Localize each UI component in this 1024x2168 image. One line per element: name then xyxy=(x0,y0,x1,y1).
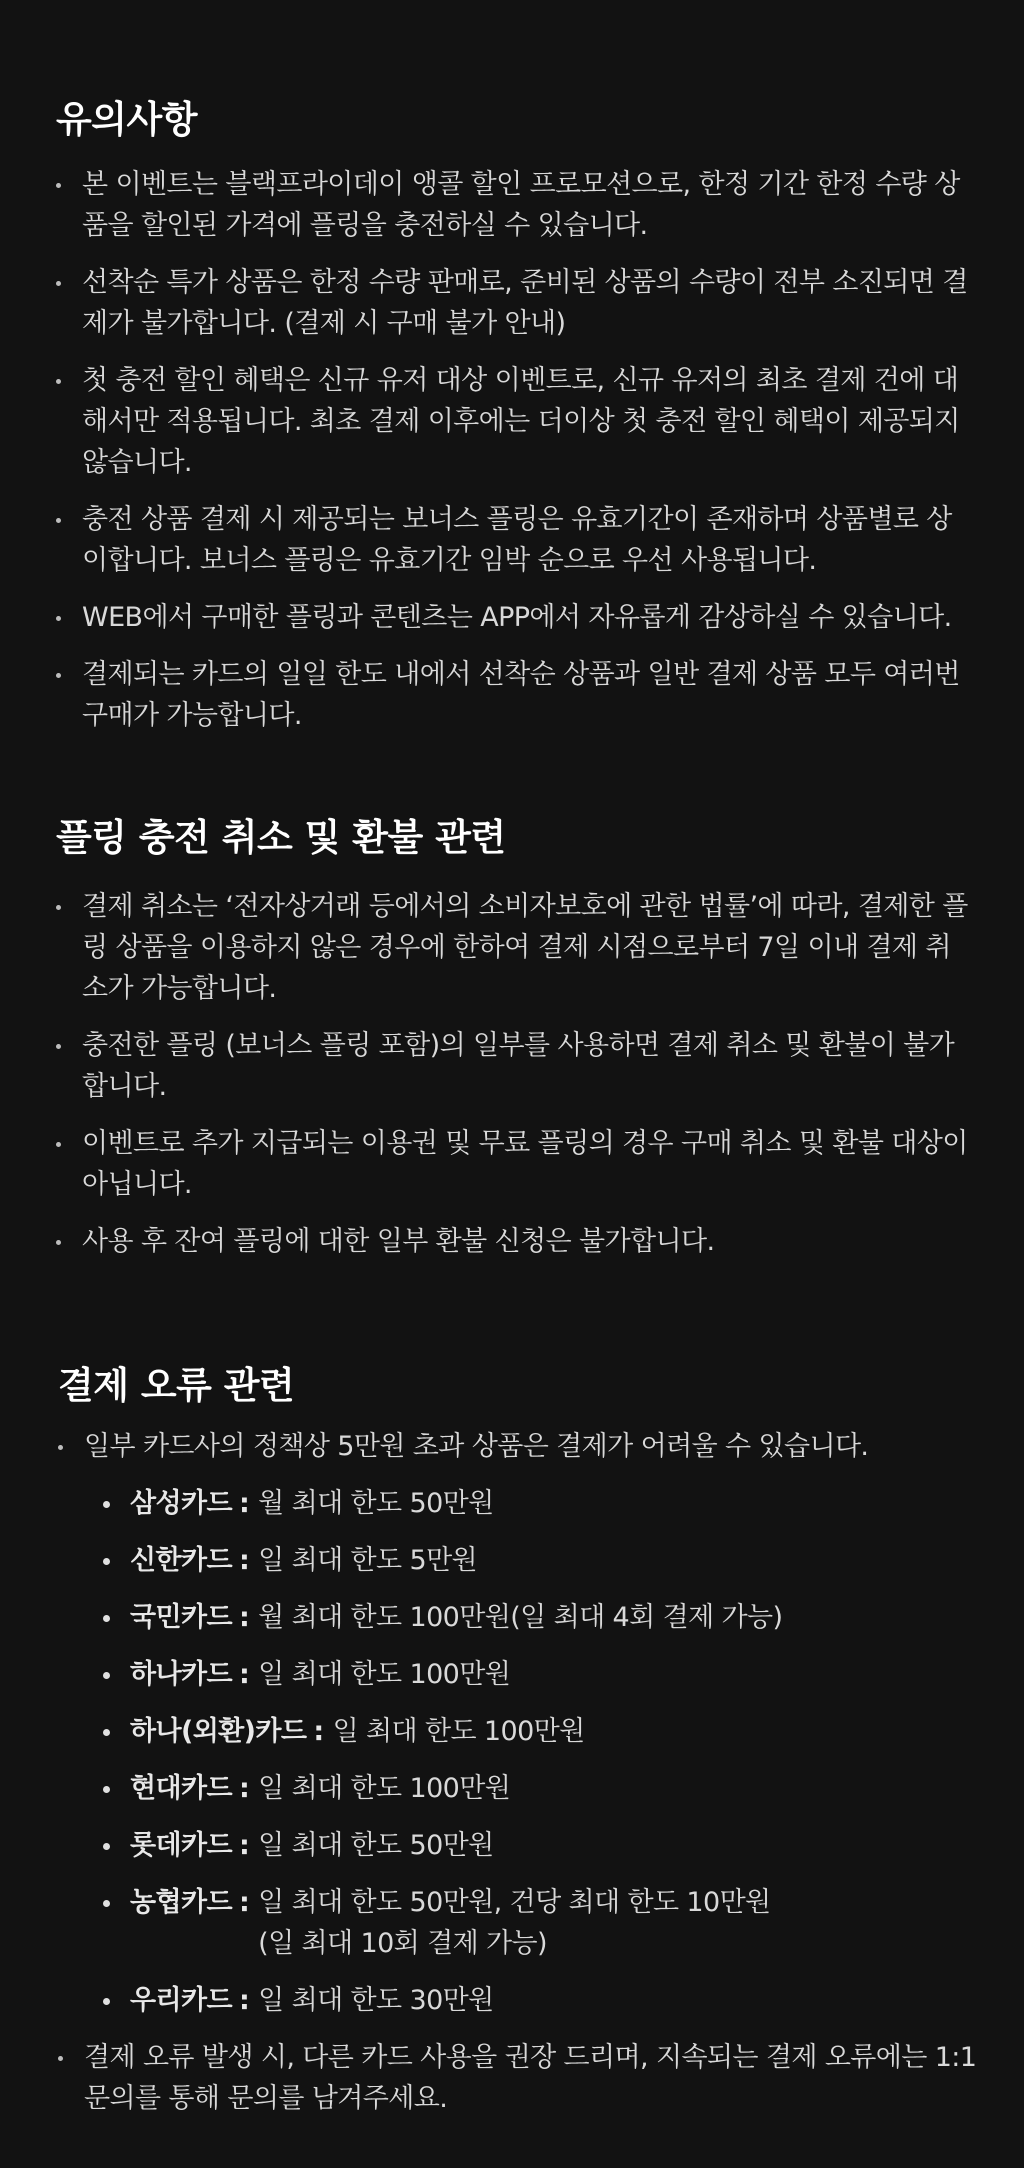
card-limit: 일 최대 한도 100만원 xyxy=(332,1716,585,1747)
card-limit-item-samsung xyxy=(58,1483,978,1524)
card-name: 현대카드 xyxy=(130,1773,232,1804)
card-limit-note: (일 최대 10회 결제 가능) xyxy=(258,1928,547,1959)
card-separator: : xyxy=(313,1716,324,1747)
notice-item: 충전 상품 결제 시 제공되는 보너스 플링은 유효기간이 존재하며 상품별로 상이합니다. 보너스 플링은 유효기간 임박 순으로 우선 사용됩니다. xyxy=(56,499,976,581)
card-name: 롯데카드 xyxy=(130,1830,232,1861)
card-name: 우리카드 xyxy=(130,1985,232,2016)
refund-title: 플링 충전 취소 및 환불 관련 xyxy=(56,816,506,859)
notice-item: WEB에서 구매한 플링과 콘텐츠는 APP에서 자유롭게 감상하실 수 있습니다. xyxy=(56,597,976,638)
notice-list xyxy=(56,164,976,736)
card-limit: 일 최대 한도 100만원 xyxy=(258,1773,511,1804)
card-limit-list xyxy=(58,1483,978,2021)
card-limit-item-kookmin xyxy=(58,1597,978,1638)
card-limit-item-hana xyxy=(58,1654,978,1695)
card-separator: : xyxy=(238,1545,250,1576)
notice-title: 유의사항 xyxy=(56,98,197,141)
refund-item: 이벤트로 추가 지급되는 이용권 및 무료 플링의 경우 구매 취소 및 환불 대상이 아닙니다. xyxy=(56,1123,976,1205)
card-name: 하나카드 xyxy=(130,1659,232,1690)
card-name: 국민카드 xyxy=(130,1602,232,1633)
card-name: 농협카드 xyxy=(130,1887,232,1918)
card-separator: : xyxy=(238,1830,250,1861)
card-limit: 일 최대 한도 50만원 xyxy=(258,1830,494,1861)
payment-error-intro: 일부 카드사의 정책상 5만원 초과 상품은 결제가 어려울 수 있습니다. xyxy=(58,1426,978,1467)
card-separator: : xyxy=(238,1887,250,1918)
notice-item: 선착순 특가 상품은 한정 수량 판매로, 준비된 상품의 수량이 전부 소진되면 결제가 불가합니다. (결제 시 구매 불가 안내) xyxy=(56,262,976,344)
card-limit: 일 최대 한도 30만원 xyxy=(258,1985,494,2016)
payment-error-intro-list xyxy=(58,1426,978,1467)
refund-item: 사용 후 잔여 플링에 대한 일부 환불 신청은 불가합니다. xyxy=(56,1221,976,1262)
notice-section xyxy=(56,96,976,752)
card-limit-item-lotte xyxy=(58,1825,978,1866)
card-name: 삼성카드 xyxy=(130,1488,232,1519)
card-name: 신한카드 xyxy=(130,1545,232,1576)
card-limit: 일 최대 한도 5만원 xyxy=(258,1545,478,1576)
refund-item: 결제 취소는 ‘전자상거래 등에서의 소비자보호에 관한 법률’에 따라, 결제한 플링 상품을 이용하지 않은 경우에 한하여 결제 시점으로부터 7일 이내 결제 취소가 가능합니다. xyxy=(56,886,976,1009)
card-limit-item-hyundai xyxy=(58,1768,978,1809)
notice-item: 본 이벤트는 블랙프라이데이 앵콜 할인 프로모션으로, 한정 기간 한정 수량 상품을 할인된 가격에 플링을 충전하실 수 있습니다. xyxy=(56,164,976,246)
card-separator: : xyxy=(238,1985,250,2016)
payment-error-outro-list xyxy=(58,2037,978,2119)
card-name: 하나(외환)카드 xyxy=(130,1716,307,1747)
card-separator: : xyxy=(238,1488,250,1519)
payment-error-section xyxy=(58,1362,978,2135)
card-limit: 일 최대 한도 50만원, 건당 최대 한도 10만원 xyxy=(258,1887,771,1918)
refund-section xyxy=(56,814,976,1278)
card-limit-item-nonghyup xyxy=(58,1882,978,1964)
card-separator: : xyxy=(238,1659,250,1690)
refund-list xyxy=(56,886,976,1262)
card-limit: 월 최대 한도 100만원(일 최대 4회 결제 가능) xyxy=(258,1602,783,1633)
refund-item: 충전한 플링 (보너스 플링 포함)의 일부를 사용하면 결제 취소 및 환불이 불가합니다. xyxy=(56,1025,976,1107)
card-limit-block xyxy=(258,1882,978,1964)
card-separator: : xyxy=(238,1602,250,1633)
card-limit-item-hana-keb xyxy=(58,1711,978,1752)
notice-item: 첫 충전 할인 혜택은 신규 유저 대상 이벤트로, 신규 유저의 최초 결제 건에 대해서만 적용됩니다. 최초 결제 이후에는 더이상 첫 충전 할인 혜택이 제공되지 않습니다. xyxy=(56,360,976,483)
payment-error-title: 결제 오류 관련 xyxy=(58,1364,295,1407)
card-separator: : xyxy=(238,1773,250,1804)
card-limit: 일 최대 한도 100만원 xyxy=(258,1659,511,1690)
card-limit: 월 최대 한도 50만원 xyxy=(258,1488,494,1519)
card-limit-item-woori xyxy=(58,1980,978,2021)
notice-item: 결제되는 카드의 일일 한도 내에서 선착순 상품과 일반 결제 상품 모두 여러번 구매가 가능합니다. xyxy=(56,654,976,736)
payment-error-outro: 결제 오류 발생 시, 다른 카드 사용을 권장 드리며, 지속되는 결제 오류에는 1:1 문의를 통해 문의를 남겨주세요. xyxy=(58,2037,978,2119)
card-limit-item-shinhan xyxy=(58,1540,978,1581)
